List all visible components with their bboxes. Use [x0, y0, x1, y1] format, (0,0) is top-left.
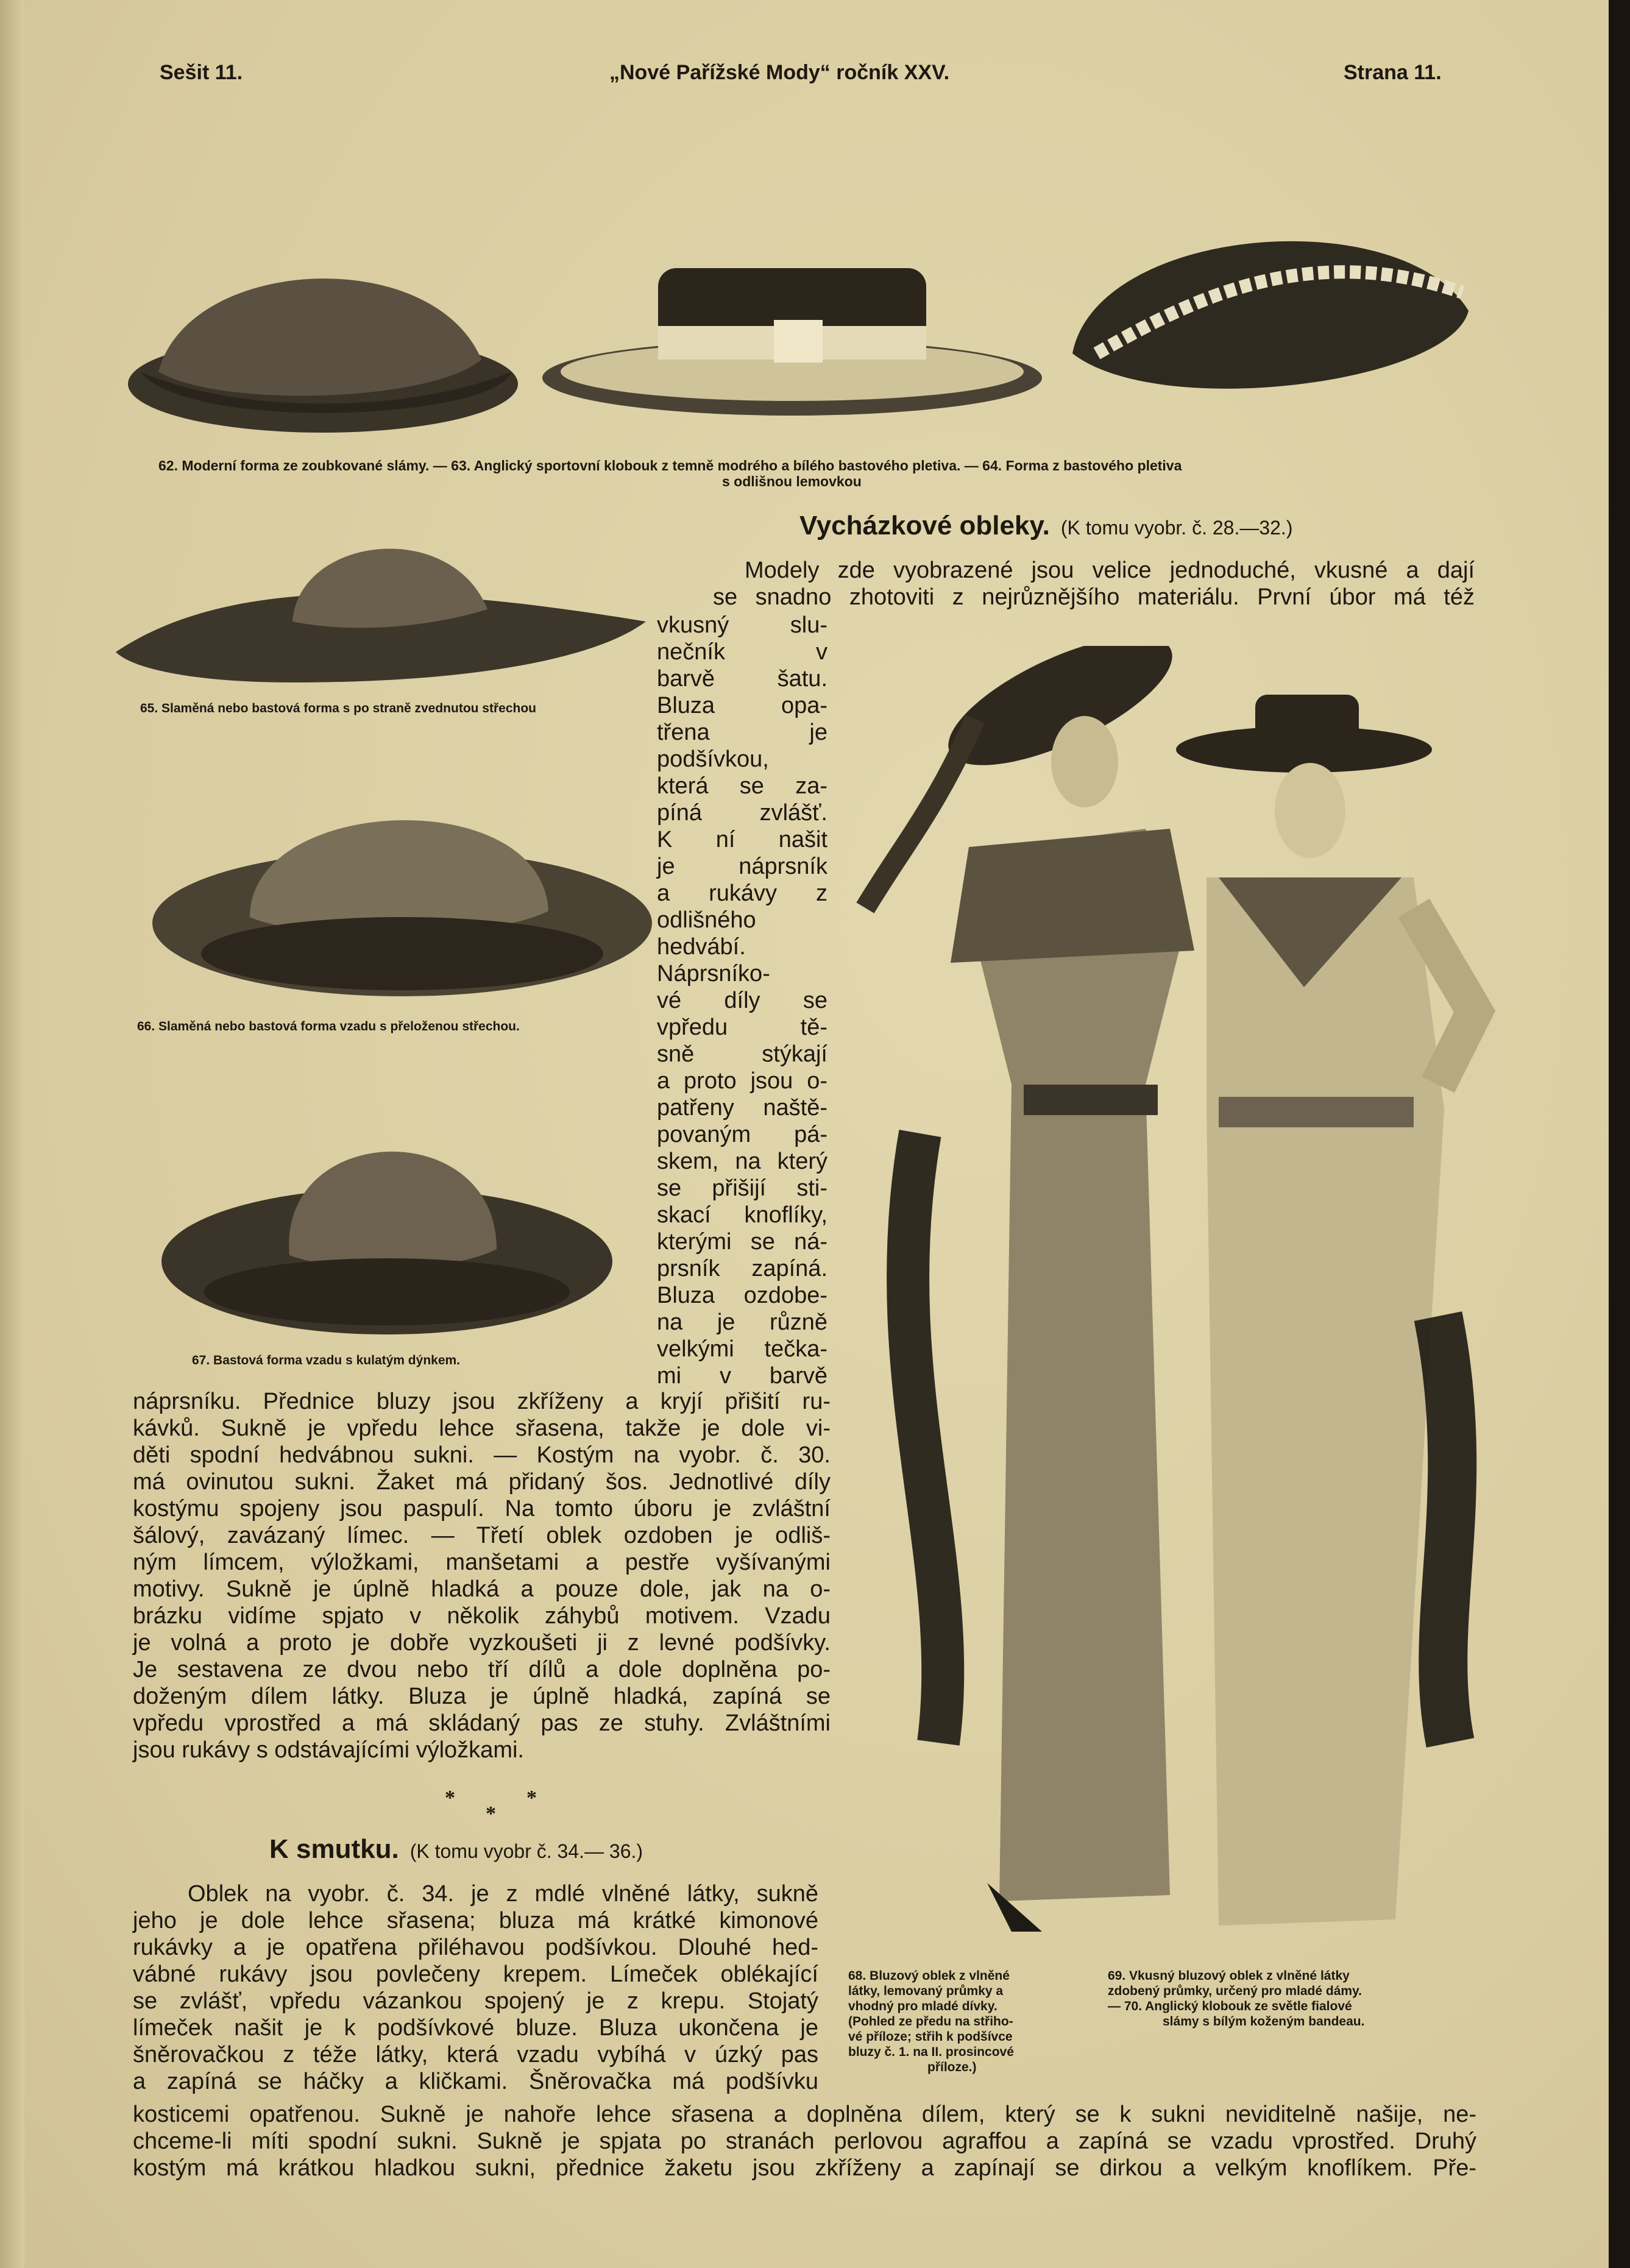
text-line: píná zvlášť.	[657, 800, 827, 826]
text-line: velkými tečka-	[657, 1336, 827, 1362]
header-page-number: Strana 11.	[1344, 61, 1442, 84]
caption-68-line: látky, lemovaný průmky a	[848, 1984, 1004, 1998]
page-gutter	[0, 0, 24, 2268]
text-line: brázku vidíme spjato v několik záhybů motivem. Vzadu	[133, 1603, 831, 1629]
hat-67-illustration	[155, 1103, 618, 1347]
text-line: se snadno zhotoviti z nejrůznějšího materiálu. První úbor má též	[713, 584, 1475, 610]
text-line: Modely zde vyobrazené jsou velice jednoduché, vkusné a dají	[745, 558, 1475, 583]
text-line: skací knoflíky,	[657, 1202, 827, 1228]
text-line: vkusný slu-	[657, 612, 827, 638]
caption-65: 65. Slaměná nebo bastová forma s po straně zvednutou střechou	[140, 701, 536, 715]
text-line: kosticemi opatřenou. Sukně je nahoře lehce sřasena a doplněna dílem, který se k sukni neviditelně našije, ne-	[133, 2102, 1476, 2127]
text-line: se přišijí sti-	[657, 1175, 827, 1201]
caption-69-70-block	[1108, 1968, 1364, 2029]
section2-column-paragraph	[133, 1880, 818, 2095]
hat-66-illustration	[146, 771, 658, 1015]
text-line: a proto jsou o-	[657, 1068, 827, 1094]
section-reference: (K tomu vyobr. č. 28.—32.)	[1060, 517, 1293, 539]
section1-narrow-column	[657, 612, 827, 1389]
text-line: doženým dílem látky. Bluza je úplně hladká, zapíná se	[133, 1684, 831, 1709]
section-smutek-heading	[269, 1834, 643, 1865]
caption-62-64: 62. Moderní forma ze zoubkované slámy. — 63. Anglický sportovní klobouk z temně modrého a bílého bastového pletiva. — 64. Forma z bastového pletiva	[158, 458, 1182, 473]
text-line: šálový, zavázaný límec. — Třetí oblek ozdoben je odliš-	[133, 1523, 831, 1548]
text-line: kávků. Sukně je vpředu lehce sřasena, takže je dole vi-	[133, 1416, 831, 1441]
text-line: a rukávy z	[657, 881, 827, 906]
text-line: Bluza ozdobe-	[657, 1283, 827, 1308]
text-line: mi v barvě	[657, 1363, 827, 1389]
caption-68-line: bluzy č. 1. na II. prosincové	[848, 2045, 1014, 2059]
text-line: sně stýkají	[657, 1041, 827, 1067]
separator-stars: ***	[445, 1787, 537, 1825]
caption-68-block	[848, 1968, 1014, 2075]
text-line: motivy. Sukně je úplně hladká a pouze dole, jak na o-	[133, 1576, 831, 1602]
caption-67: 67. Bastová forma vzadu s kulatým dýnkem.	[192, 1353, 461, 1367]
caption-69-line: 69. Vkusný bluzový oblek z vlněné látky	[1108, 1969, 1350, 1983]
text-line: na je různě	[657, 1309, 827, 1335]
section-title: Vycházkové obleky.	[799, 511, 1050, 540]
caption-64-continued: s odlišnou lemovkou	[722, 473, 862, 489]
text-line: Je sestavena ze dvou nebo tří dílů a dole doplněna po-	[133, 1657, 831, 1682]
text-line: a zapíná se háčky a kličkami. Šněrovačka má podšívku	[133, 2069, 818, 2094]
text-line: límeček našit je k podšívkové bluze. Bluza ukončena je	[133, 2015, 818, 2041]
text-line: nečník v	[657, 639, 827, 665]
text-line: prsník zapíná.	[657, 1256, 827, 1281]
caption-69-line: zdobený průmky, určený pro mladé dámy.	[1108, 1984, 1362, 1998]
caption-68-line: (Pohled ze předu na střiho-	[848, 2015, 1013, 2029]
text-line: děti spodní hedvábnou sukni. — Kostým na vyobr. č. 30.	[133, 1442, 831, 1468]
hat-62-illustration	[116, 219, 530, 439]
caption-66: 66. Slaměná nebo bastová forma vzadu s přeloženou střechou.	[137, 1019, 520, 1033]
caption-68-line: vhodný pro mladé dívky.	[848, 1999, 997, 2013]
section1-column-paragraph	[133, 1388, 831, 1763]
text-line: odlišného	[657, 907, 756, 933]
text-line: jsou rukávy s odstávajícími výložkami.	[133, 1737, 524, 1763]
caption-69-line: — 70. Anglický klobouk ze světle fialové	[1108, 1999, 1352, 2013]
section1-wide-paragraph	[713, 557, 1475, 611]
text-line: kostým má krátkou hladkou sukni, přednice žaketu jsou zkříženy a zapínají se dirkou a velkým knoflíkem. Pře-	[133, 2155, 1476, 2181]
hat-63-illustration	[536, 256, 1048, 420]
text-line: má ovinutou sukni. Žaket má přidaný šos. Jednotlivé díly	[133, 1469, 831, 1495]
text-line: šněrovačkou z téže látky, která vzadu vybíhá v úzký pas	[133, 2042, 818, 2068]
text-line: kterými se ná-	[657, 1229, 827, 1255]
caption-68-line: 68. Bluzový oblek z vlněné	[848, 1969, 1010, 1983]
text-line: barvě šatu.	[657, 666, 827, 692]
section-vychazkove-heading	[799, 511, 1292, 541]
hat-64-illustration	[1060, 201, 1481, 433]
text-line: jeho je dole lehce sřasena; bluza má krátké kimonové	[133, 1908, 818, 1933]
text-line: která se za-	[657, 773, 827, 799]
caption-68-line: příloze.)	[927, 2060, 977, 2074]
text-line: chceme-li míti spodní sukni. Sukně je spjata po stranách perlovou agraffou a zapíná se vzadu vprostřed. Druhý	[133, 2128, 1476, 2154]
header-title: „Nové Pařížské Mody“ ročník XXV.	[609, 61, 950, 84]
text-line: rukávky a je opatřena přiléhavou podšívkou. Dlouhé hed-	[133, 1935, 818, 1960]
text-line: třena je	[657, 720, 827, 745]
text-line: se zvlášť, vpředu vázankou spojený je z krepu. Stojatý	[133, 1988, 818, 2014]
caption-69-line: slámy s bílým koženým bandeau.	[1163, 2015, 1365, 2029]
header-issue: Sešit 11.	[160, 61, 243, 84]
text-line: patřeny naště-	[657, 1095, 827, 1121]
text-line: náprsníku. Přednice bluzy jsou zkříženy a kryjí přišití ru-	[133, 1389, 831, 1414]
hat-65-illustration	[110, 500, 652, 701]
text-line: vábné rukávy jsou povlečeny krepem. Límeček oblékající	[133, 1961, 818, 1987]
text-line: hedvábí.	[657, 934, 746, 960]
text-line: Bluza opa-	[657, 693, 827, 718]
fashion-figures-68-69-illustration	[829, 646, 1499, 1944]
text-line: K ní našit	[657, 827, 827, 852]
text-line: Oblek na vyobr. č. 34. je z mdlé vlněné látky, sukně	[188, 1881, 818, 1907]
section2-wide-paragraph	[133, 2101, 1476, 2181]
text-line: je náprsník	[657, 854, 827, 879]
text-line: vé díly se	[657, 988, 827, 1013]
section-reference: (K tomu vyobr č. 34.— 36.)	[409, 1840, 643, 1862]
section-title: K smutku.	[269, 1834, 399, 1864]
text-line: kostýmu spojeny jsou paspulí. Na tomto úboru je zvláštní	[133, 1496, 831, 1522]
text-line: Náprsníko-	[657, 961, 770, 987]
text-line: je volná a proto je dobře vyzkoušeti ji z levné podšívky.	[133, 1630, 831, 1656]
text-line: ným límcem, výložkami, manšetami a pestře vyšívanými	[133, 1550, 831, 1575]
text-line: vpředu tě-	[657, 1015, 827, 1040]
text-line: povaným pá-	[657, 1122, 827, 1147]
text-line: podšívkou,	[657, 746, 769, 772]
text-line: skem, na který	[657, 1149, 827, 1174]
text-line: vpředu vprostřed a má skládaný pas ze stuhy. Zvláštními	[133, 1710, 831, 1736]
caption-68-line: vé příloze; střih k podšívce	[848, 2030, 1013, 2044]
